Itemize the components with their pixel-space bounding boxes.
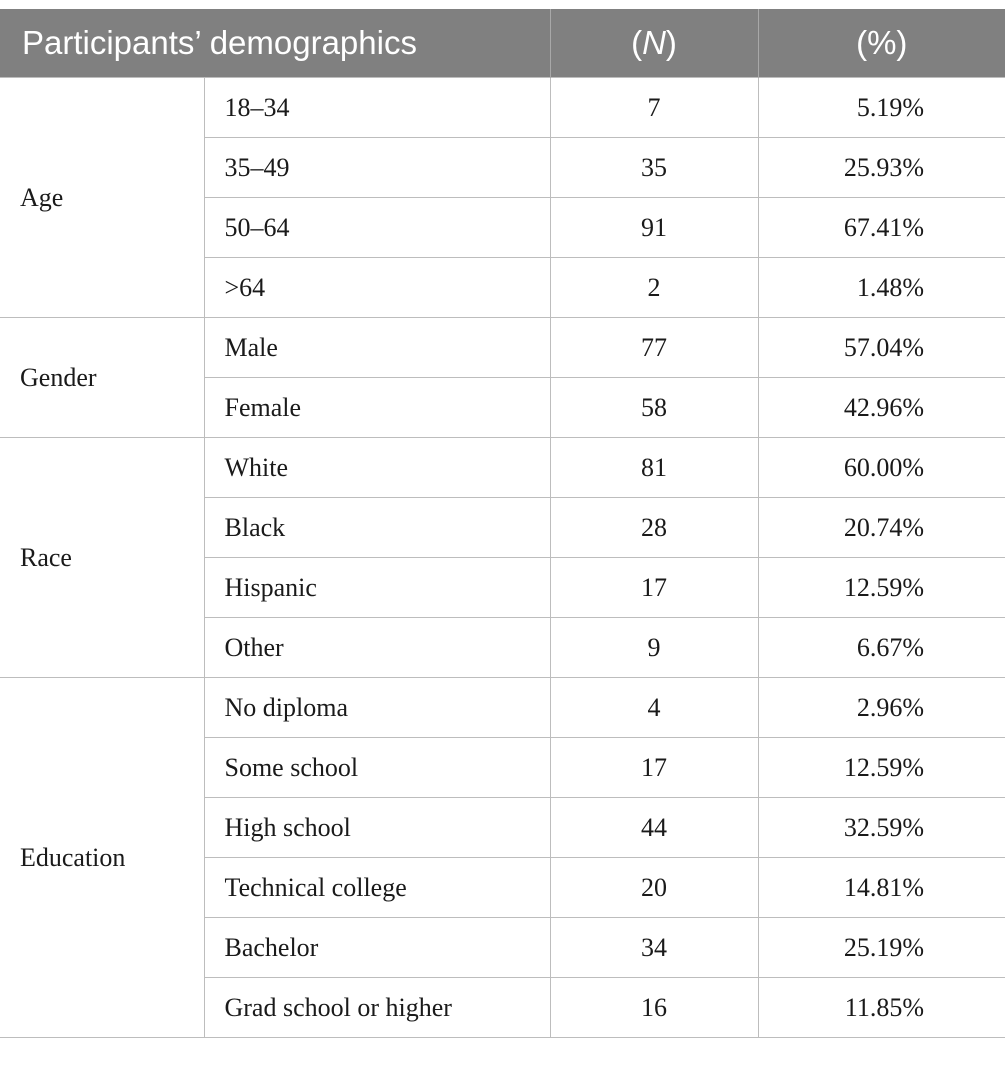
header-demographics: Participants’ demographics xyxy=(0,9,550,78)
count-cell: 16 xyxy=(550,978,758,1038)
table-row xyxy=(0,438,1005,498)
percent-cell: 25.19% xyxy=(758,918,1005,978)
percent-cell: 57.04% xyxy=(758,318,1005,378)
category-cell: 35–49 xyxy=(204,138,550,198)
percent-cell: 14.81% xyxy=(758,858,1005,918)
count-cell: 91 xyxy=(550,198,758,258)
category-cell: Other xyxy=(204,618,550,678)
table-row xyxy=(0,78,1005,138)
count-cell: 9 xyxy=(550,618,758,678)
count-cell: 20 xyxy=(550,858,758,918)
group-label: Age xyxy=(0,78,204,318)
percent-cell: 20.74% xyxy=(758,498,1005,558)
percent-cell: 60.00% xyxy=(758,438,1005,498)
group-label: Education xyxy=(0,678,204,1038)
count-cell: 2 xyxy=(550,258,758,318)
percent-cell: 67.41% xyxy=(758,198,1005,258)
demographics-table xyxy=(0,9,1005,1038)
table-row xyxy=(0,318,1005,378)
count-cell: 17 xyxy=(550,558,758,618)
header-n-close: ) xyxy=(665,24,677,61)
percent-cell: 1.48% xyxy=(758,258,1005,318)
count-cell: 4 xyxy=(550,678,758,738)
category-cell: 18–34 xyxy=(204,78,550,138)
category-cell: Female xyxy=(204,378,550,438)
count-cell: 17 xyxy=(550,738,758,798)
percent-cell: 25.93% xyxy=(758,138,1005,198)
group-label: Race xyxy=(0,438,204,678)
count-cell: 44 xyxy=(550,798,758,858)
count-cell: 7 xyxy=(550,78,758,138)
percent-cell: 12.59% xyxy=(758,738,1005,798)
count-cell: 58 xyxy=(550,378,758,438)
category-cell: High school xyxy=(204,798,550,858)
header-n-open: ( xyxy=(631,24,643,61)
category-cell: Technical college xyxy=(204,858,550,918)
header-percent: (%) xyxy=(758,9,1005,78)
table-row xyxy=(0,678,1005,738)
category-cell: 50–64 xyxy=(204,198,550,258)
percent-cell: 12.59% xyxy=(758,558,1005,618)
group-label: Gender xyxy=(0,318,204,438)
header-row xyxy=(0,9,1005,78)
percent-cell: 2.96% xyxy=(758,678,1005,738)
category-cell: Black xyxy=(204,498,550,558)
category-cell: Grad school or higher xyxy=(204,978,550,1038)
header-n-symbol: N xyxy=(642,24,666,61)
category-cell: Male xyxy=(204,318,550,378)
percent-cell: 6.67% xyxy=(758,618,1005,678)
count-cell: 77 xyxy=(550,318,758,378)
count-cell: 34 xyxy=(550,918,758,978)
category-cell: White xyxy=(204,438,550,498)
category-cell: >64 xyxy=(204,258,550,318)
table-body xyxy=(0,78,1005,1038)
count-cell: 35 xyxy=(550,138,758,198)
count-cell: 81 xyxy=(550,438,758,498)
category-cell: Some school xyxy=(204,738,550,798)
percent-cell: 42.96% xyxy=(758,378,1005,438)
category-cell: No diploma xyxy=(204,678,550,738)
count-cell: 28 xyxy=(550,498,758,558)
percent-cell: 11.85% xyxy=(758,978,1005,1038)
category-cell: Hispanic xyxy=(204,558,550,618)
percent-cell: 5.19% xyxy=(758,78,1005,138)
category-cell: Bachelor xyxy=(204,918,550,978)
percent-cell: 32.59% xyxy=(758,798,1005,858)
header-n xyxy=(550,9,758,78)
